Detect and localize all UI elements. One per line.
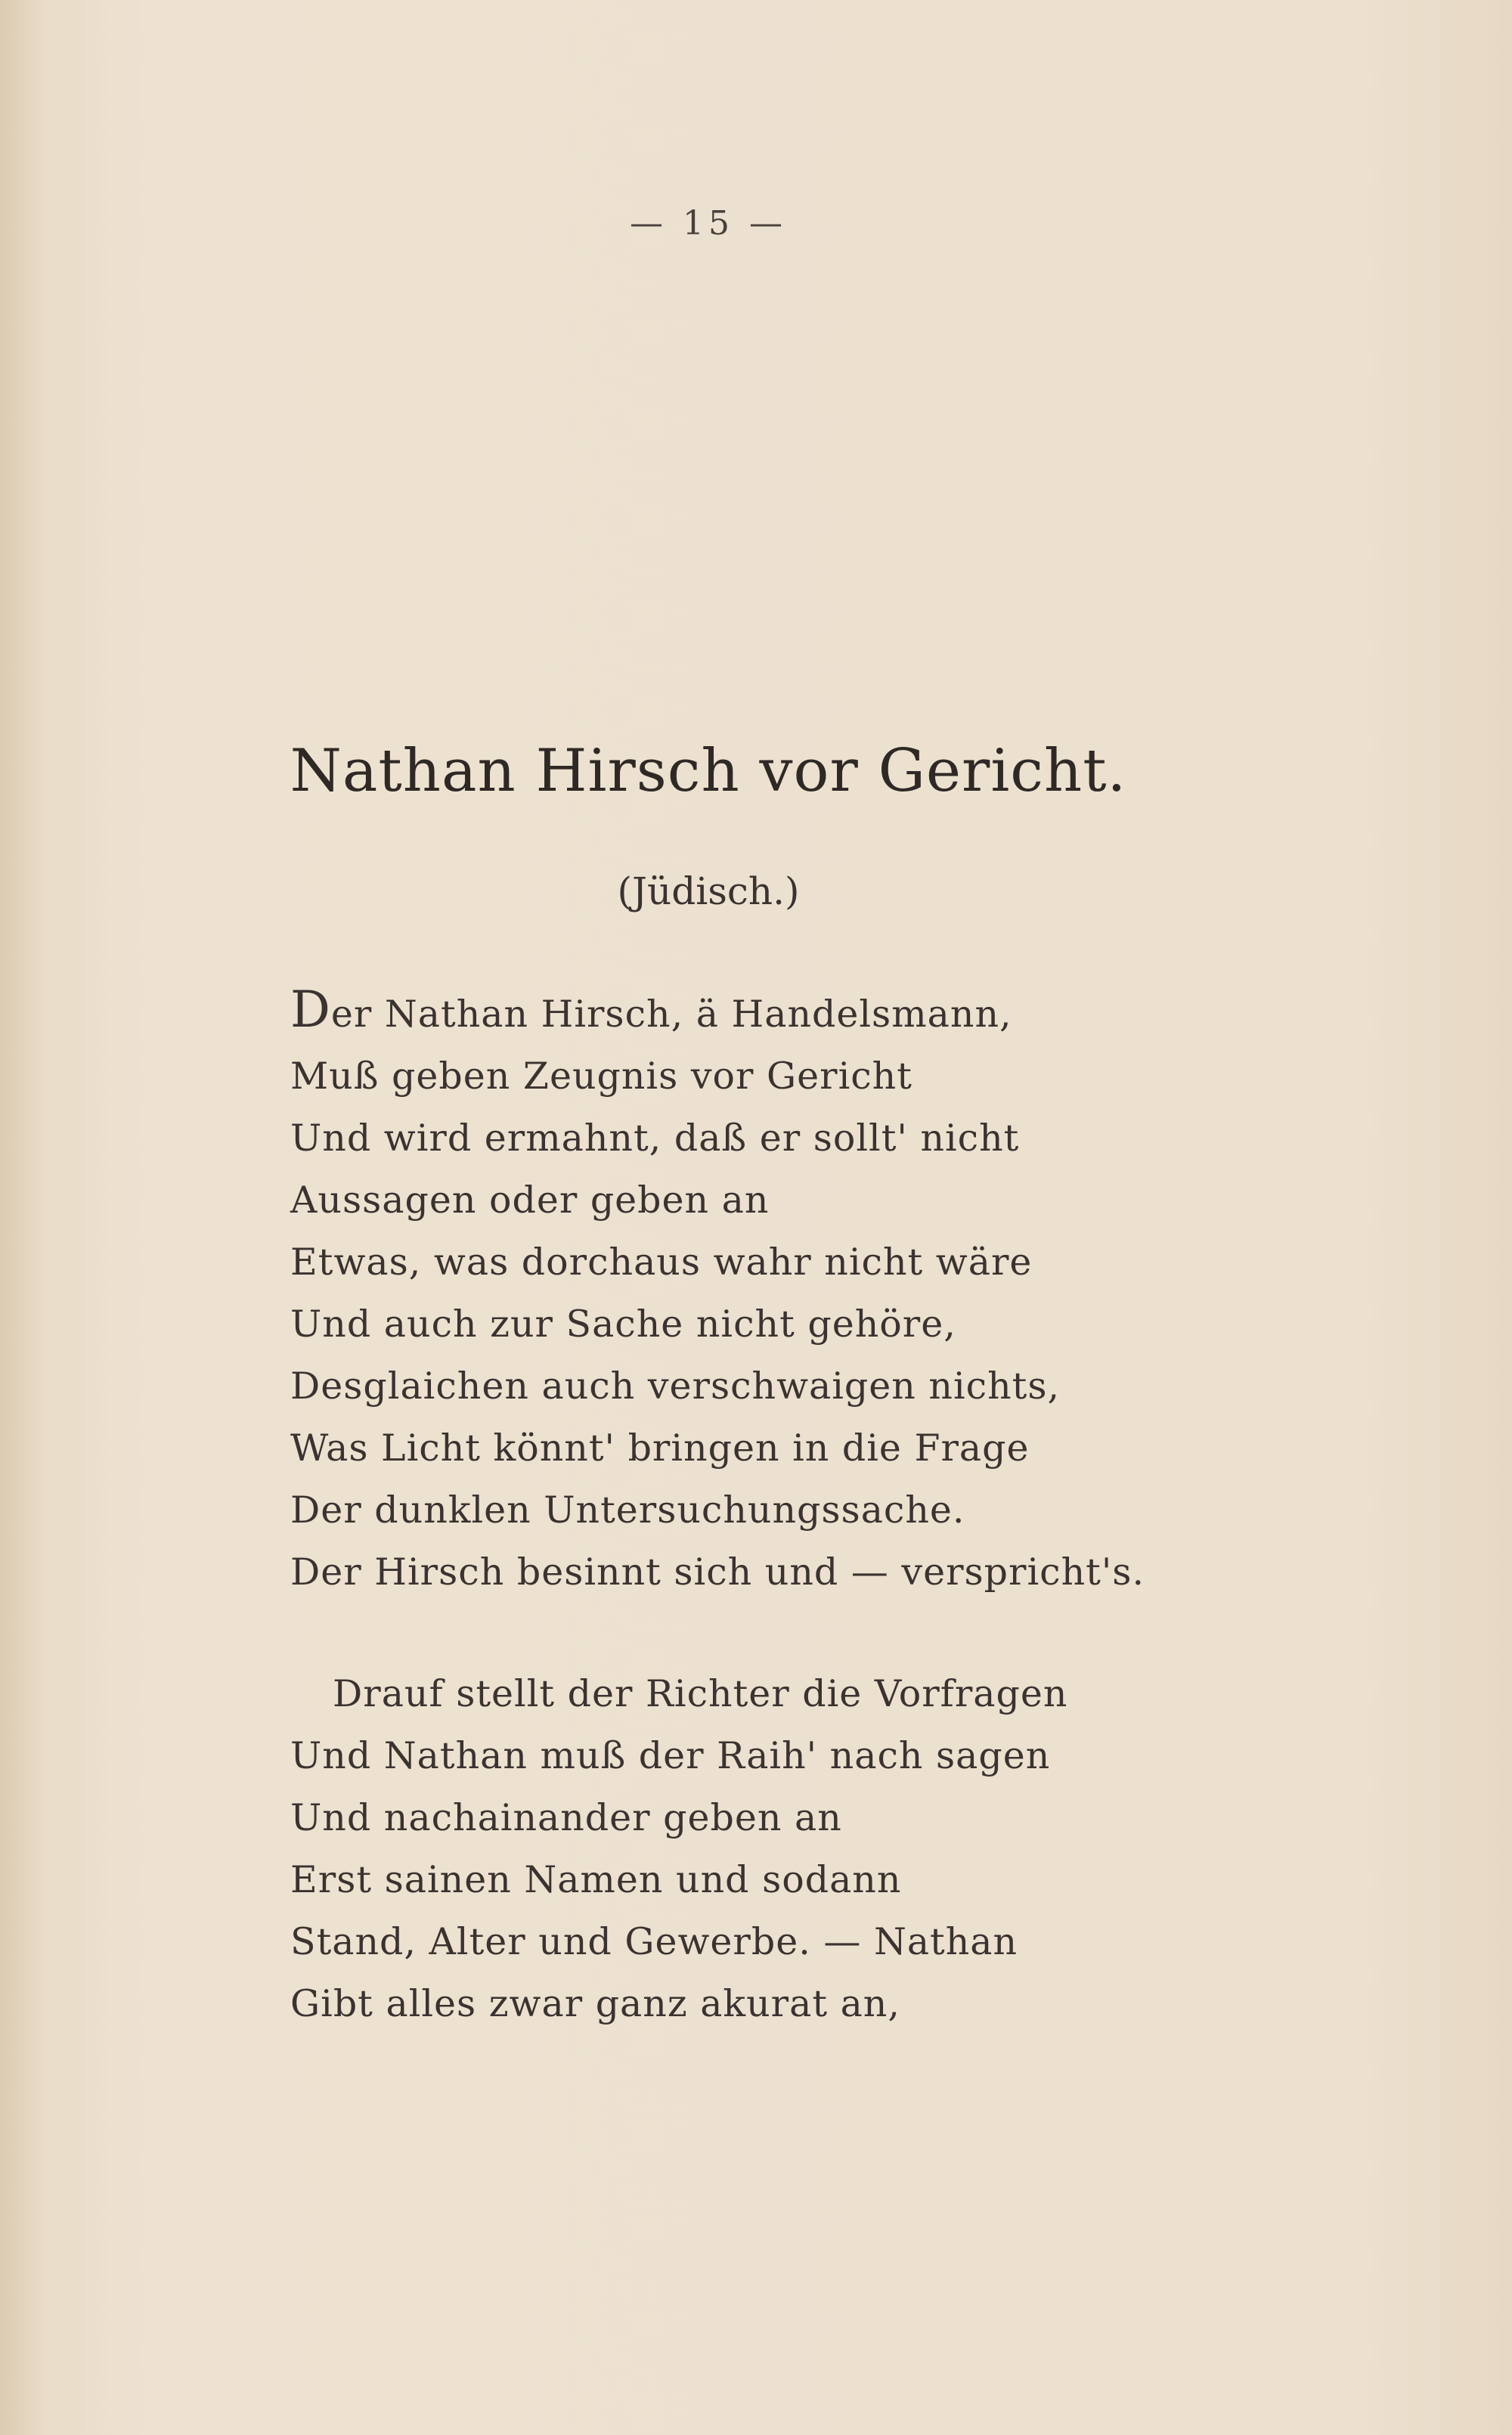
verse-line: Aussagen oder geben an bbox=[290, 1179, 770, 1222]
verse-line: Erst sainen Namen und sodann bbox=[290, 1858, 902, 1901]
poem-title: Nathan Hirsch vor Gericht. bbox=[290, 737, 1127, 805]
stanza-1 bbox=[290, 979, 1198, 1603]
first-line-text: er Nathan Hirsch, ä Handelsmann, bbox=[330, 993, 1012, 1036]
verse-line: Und wird ermahnt, daß er sollt' nicht bbox=[290, 1117, 1020, 1160]
verse-line bbox=[290, 979, 1198, 1046]
verse-line: Was Licht könnt' bringen in die Frage bbox=[290, 1427, 1030, 1470]
page-number: — 15 — bbox=[630, 204, 787, 243]
verse-line: Der Hirsch besinnt sich und — verspricht's. bbox=[290, 1551, 1145, 1594]
initial-letter: D bbox=[290, 981, 331, 1039]
verse-line: Und Nathan muß der Raih' nach sagen bbox=[290, 1734, 1051, 1777]
verse-line: Drauf stellt der Richter die Vorfragen bbox=[333, 1672, 1068, 1715]
poem-subtitle: (Jüdisch.) bbox=[617, 869, 800, 913]
verse-line: Etwas, was dorchaus wahr nicht wäre bbox=[290, 1241, 1033, 1284]
verse-line: Gibt alles zwar ganz akurat an, bbox=[290, 1982, 900, 2025]
verse-line: Der dunklen Untersuchungssache. bbox=[290, 1489, 965, 1532]
verse-line: Desglaichen auch verschwaigen nichts, bbox=[290, 1365, 1061, 1408]
verse-line: Und auch zur Sache nicht gehöre, bbox=[290, 1303, 956, 1346]
verse-line: Und nachainander geben an bbox=[290, 1796, 842, 1839]
verse-line: Stand, Alter und Gewerbe. — Nathan bbox=[290, 1920, 1018, 1963]
verse-line: Muß geben Zeugnis vor Gericht bbox=[290, 1055, 912, 1098]
stanza-2 bbox=[290, 1663, 1198, 2035]
